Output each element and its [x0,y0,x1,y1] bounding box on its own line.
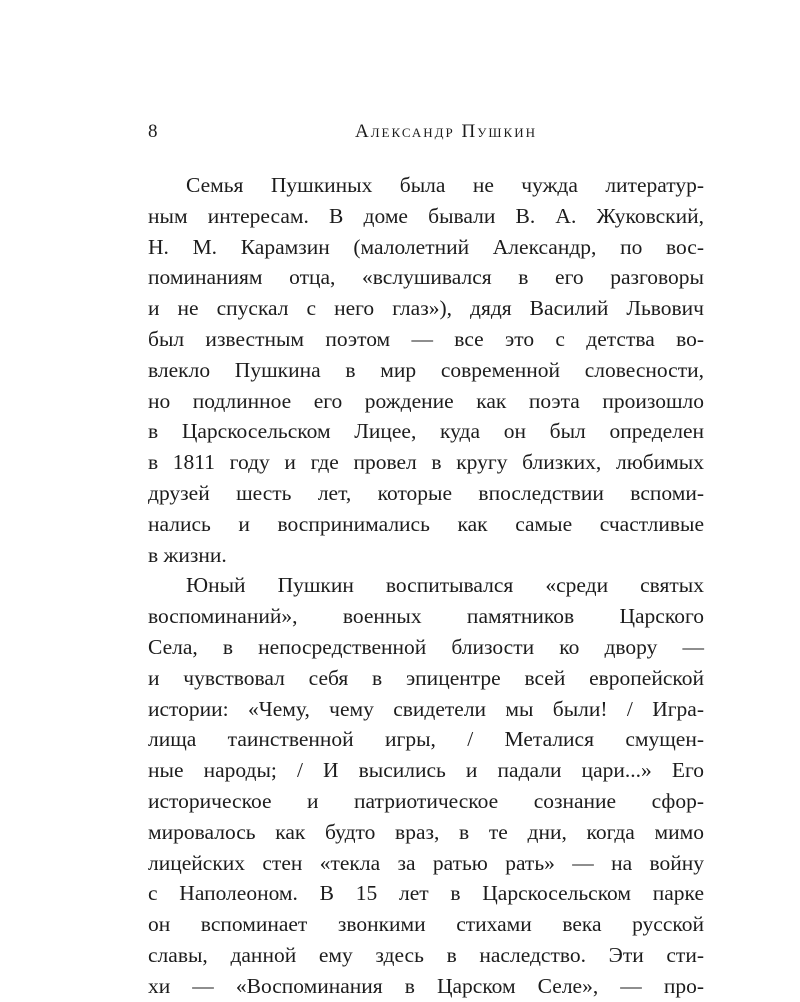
text-line: в 1811 году и где провел в кругу близких, любимых [148,450,704,475]
text-line: Н. М. Карамзин (малолетний Александр, по вос- [148,234,704,259]
text-line: Семья Пушкиных была не чужда литератур- [186,173,704,197]
text-line: лища таинственной игры, / Металися смущен- [148,727,704,752]
text-line: и чувствовал себя в эпицентре всей европейской [148,665,704,690]
text-line: был известным поэтом — все это с детства во- [148,326,704,351]
text-line: с Наполеоном. В 15 лет в Царскосельском парке [148,881,704,906]
text-line: в Царскосельском Лицее, куда он был определен [148,419,704,444]
text-line: поминаниям отца, «вслушивался в его разговоры [148,265,704,290]
text-line: Села, в непосредственной близости ко двору — [148,634,704,659]
text-line: ным интересам. В доме бывали В. А. Жуковский, [148,203,704,228]
text-line: истории: «Чему, чему свидетели мы были! / Игра- [148,696,704,721]
text-line: влекло Пушкина в мир современной словесности, [148,357,704,382]
page-number: 8 [148,121,158,142]
text-line: воспоминаний», военных памятников Царского [148,604,704,629]
text-line: Юный Пушкин воспитывался «среди святых [186,573,704,598]
paragraph-1 [148,170,704,570]
running-title: Александр Пушкин [355,121,537,142]
text-line: лицейских стен «текла за ратью рать» — на войну [148,850,704,875]
paragraph-2 [148,570,704,1001]
text-line: и не спускал с него глаз»), дядя Василий Львович [148,296,704,321]
text-line: мировалось как будто враз, в те дни, когда мимо [148,819,704,844]
text-line: в жизни. [148,542,227,567]
text-line: ные народы; / И высились и падали цари...» Его [148,758,704,783]
body-text [148,170,704,1002]
text-line: нались и воспринимались как самые счастливые [148,511,704,536]
text-line: историческое и патриотическое сознание сфор- [148,788,704,813]
running-head [148,120,704,144]
text-line: хи — «Воспоминания в Царском Селе», — про- [148,973,704,998]
text-line: друзей шесть лет, которые впоследствии вспоми- [148,480,704,505]
text-line: славы, данной ему здесь в наследство. Эти сти- [148,942,704,967]
text-line: он вспоминает звонкими стихами века русской [148,912,704,937]
text-line: но подлинное его рождение как поэта произошло [148,388,704,413]
